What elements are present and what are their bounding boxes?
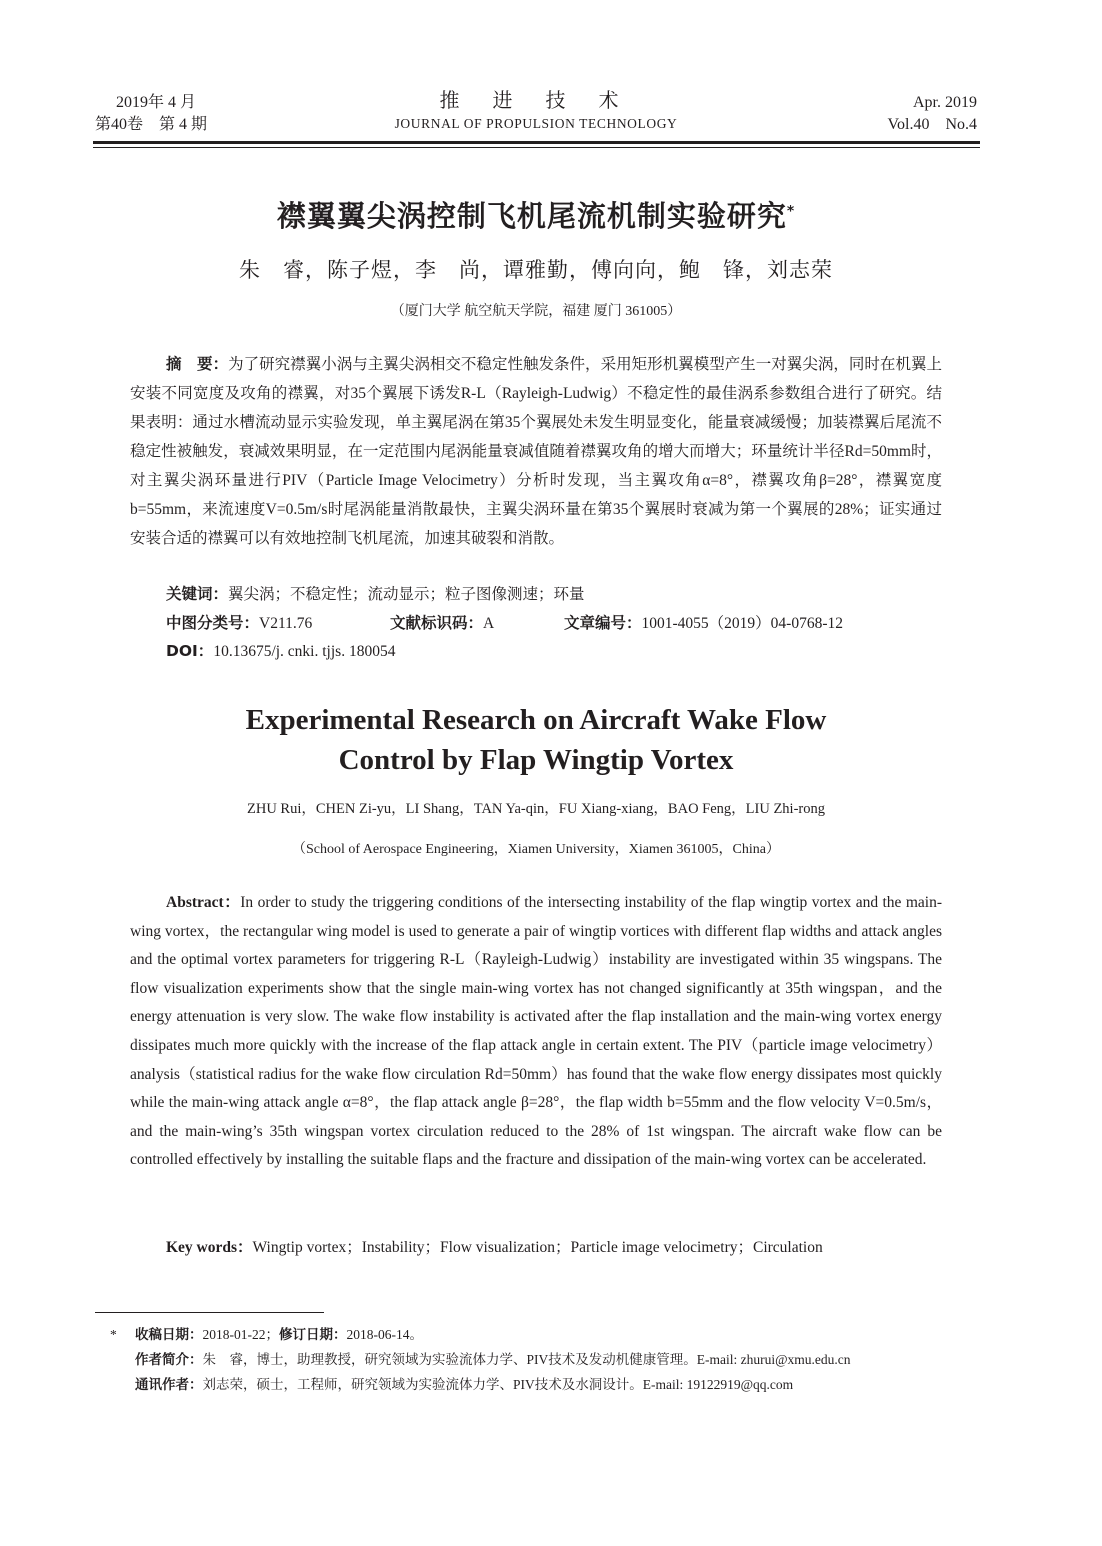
article-number-value: 1001-4055（2019）04-0768-12 bbox=[641, 615, 844, 632]
abstract-en-label: Abstract： bbox=[166, 894, 241, 911]
header-rule-thin bbox=[93, 147, 980, 148]
abstract-cn-label: 摘 要： bbox=[166, 355, 229, 373]
clc-value: V211.76 bbox=[259, 615, 313, 632]
journal-name-cn: 推 进 技 术 bbox=[439, 90, 633, 112]
journal-name-en: JOURNAL OF PROPULSION TECHNOLOGY bbox=[394, 116, 678, 131]
title-en-line-1: Experimental Research on Aircraft Wake Flow bbox=[245, 704, 827, 736]
revised-label: 修订日期： bbox=[279, 1327, 347, 1343]
keywords-en-label: Key words： bbox=[166, 1239, 253, 1256]
footnote-author bbox=[135, 1349, 851, 1371]
revised-date: 2018-06-14。 bbox=[346, 1327, 423, 1342]
author-bio-text: 朱 睿，博士，助理教授，研究领域为实验流体力学、PIV技术及发动机健康管理。E-mail: zhurui@xmu.edu.cn bbox=[202, 1352, 851, 1367]
doc-code-label: 文献标识码： bbox=[390, 614, 484, 632]
keywords-en bbox=[166, 1234, 823, 1262]
title-en-line-2: Control by Flap Wingtip Vortex bbox=[338, 744, 734, 776]
classification-line bbox=[166, 611, 312, 636]
abstract-cn-text: 为了研究襟翼小涡与主翼尖涡相交不稳定性触发条件，采用矩形机翼模型产生一对翼尖涡，同时在机翼上安装不同宽度及攻角的襟翼，对35个翼展下诱发R-L（Rayleigh-Ludwig）不稳定性的最佳涡系参数组合进行了研究。结果表明：通过水槽流动显示实验发现，单主翼尾涡在第35个翼展处未发生明显变化，能量衰减缓慢；加装襟翼后尾流不稳定性被触发，衰减效果明显，在一定范围内尾涡能量衰减值随着襟翼攻角的增大而增大；环量统计半径Rd=50mm时，对主翼尖涡环量进行PIV（Particle Image Velocimetry）分析时发现，当主翼攻角α=8°，襟翼攻角β=28°，襟翼宽度b=55mm，来流速度V=0.5m/s时尾涡能量消散最快，主翼尖涡环量在第35个翼展时衰减为第一个翼展的28%；证实通过安装合适的襟翼可以有效地控制飞机尾流，加速其破裂和消散。 bbox=[130, 356, 942, 547]
article-number bbox=[564, 611, 843, 636]
doc-code-value: A bbox=[483, 615, 495, 632]
header-rule-thick bbox=[93, 141, 980, 144]
doi-value: 10.13675/j. cnki. tjjs. 180054 bbox=[213, 643, 396, 660]
issue-date-cn: 2019年 4 月 bbox=[116, 94, 197, 111]
issue-date-en: Apr. 2019 bbox=[913, 94, 977, 111]
paper-title-en bbox=[0, 700, 1072, 780]
abstract-en bbox=[130, 889, 942, 1175]
keywords-cn-label: 关键词： bbox=[166, 585, 229, 603]
keywords-en-text: Wingtip vortex；Instability；Flow visualization；Particle image velocimetry；Circulation bbox=[252, 1239, 823, 1256]
volume-issue-cn: 第40卷 第 4 期 bbox=[95, 116, 208, 133]
corresponding-label: 通讯作者： bbox=[135, 1377, 203, 1393]
author-list-en: ZHU Rui，CHEN Zi-yu，LI Shang，TAN Ya-qin，FU Xiang-xiang，BAO Feng，LIU Zhi-rong bbox=[247, 801, 825, 817]
keywords-cn-text: 翼尖涡；不稳定性；流动显示；粒子图像测速；环量 bbox=[228, 586, 585, 603]
header-right bbox=[888, 92, 978, 136]
footnote-star: * bbox=[110, 1327, 117, 1342]
title-footnote-mark: * bbox=[786, 203, 796, 220]
affiliation-cn: （厦门大学 航空航天学院，福建 厦门 361005） bbox=[390, 304, 682, 319]
doi-label: DOI： bbox=[166, 642, 214, 660]
doc-code bbox=[390, 611, 494, 636]
clc-label: 中图分类号： bbox=[166, 614, 260, 632]
abstract-cn bbox=[130, 350, 942, 553]
corresponding-text: 刘志荣，硕士，工程师，研究领域为实验流体力学、PIV技术及水洞设计。E-mail: 19122919@qq.com bbox=[202, 1377, 794, 1392]
footnote-corresponding bbox=[135, 1374, 793, 1396]
keywords-cn bbox=[166, 582, 585, 607]
author-list-cn: 朱 睿，陈子煜，李 尚，谭雅勤，傅向向，鲍 锋，刘志荣 bbox=[239, 258, 833, 282]
doi-line bbox=[166, 639, 395, 664]
article-number-label: 文章编号： bbox=[564, 614, 642, 632]
author-bio-label: 作者简介： bbox=[135, 1352, 203, 1368]
footnote-rule bbox=[95, 1312, 324, 1313]
received-date: 2018-01-22； bbox=[202, 1327, 279, 1342]
footnote-dates bbox=[110, 1324, 423, 1346]
volume-issue-en: Vol.40 No.4 bbox=[887, 116, 977, 133]
abstract-en-text: In order to study the triggering conditions of the intersecting instability of the flap wingtip vortex and the main-wing vortex，the rectangular wing model is used to generate a pair of wingtip vortices with different flap widths and attack angles and the optimal vortex parameters for triggering R-L（Rayleigh-Ludwig）instability are investigated within 35 wingspans. The flow visualization experiments show that the single main-wing vortex has not changed significantly at 35th wingspan，and the energy attenuation is very slow. The wake flow instability is activated after the flap installation and the main-wing vortex energy dissipates much more quickly with the increase of the flap attack angle in certain extent. The PIV（particle image velocimetry）analysis（statistical radius for the wake flow circulation Rd=50mm）has found that the wake flow energy dissipates most quickly while the main-wing attack angle α=8°，the flap attack angle β=28°，the flap width b=55mm and the flow velocity V=0.5m/s，and the main-wing’s 35th wingspan vortex circulation reduced to the 28% of 1st wingspan. The aircraft wake flow can be controlled effectively by installing the suitable flaps and the fracture and dissipation of the main-wing vortex can be accelerated. bbox=[130, 894, 942, 1169]
title-cn-text: 襟翼翼尖涡控制飞机尾流机制实验研究 bbox=[276, 199, 787, 233]
paper-title-cn bbox=[0, 194, 1072, 235]
affiliation-en: （School of Aerospace Engineering，Xiamen University，Xiamen 361005，China） bbox=[292, 842, 780, 857]
received-label: 收稿日期： bbox=[135, 1327, 203, 1343]
